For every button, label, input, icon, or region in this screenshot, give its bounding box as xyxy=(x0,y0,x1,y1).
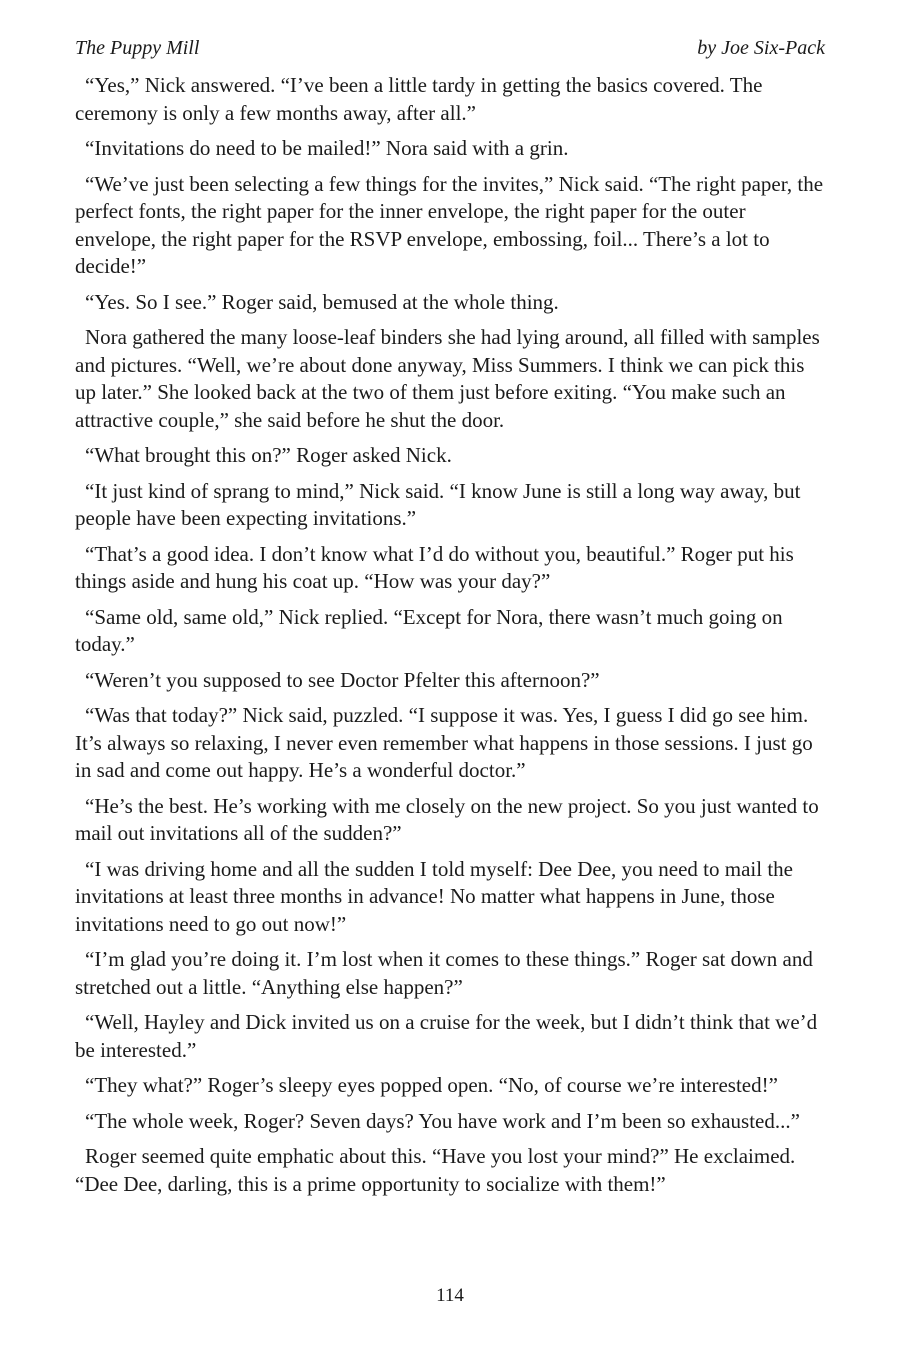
paragraph: “Same old, same old,” Nick replied. “Except for Nora, there wasn’t much going on today.” xyxy=(75,604,783,656)
paragraph: “The whole week, Roger? Seven days? You have work and I’m been so exhausted...” xyxy=(85,1108,800,1133)
paragraph: “Yes,” Nick answered. “I’ve been a little tardy in getting the basics covered. The ceremony is only a few months away, after all.” xyxy=(75,73,763,125)
paragraph: “He’s the best. He’s working with me closely on the new project. So you just wanted to mail out invitations all of the sudden?” xyxy=(75,793,819,845)
paragraph: “I’m glad you’re doing it. I’m lost when it comes to these things.” Roger sat down and stretched out a little. “Anything else happen?” xyxy=(75,947,813,999)
paragraph: Roger seemed quite emphatic about this. “Have you lost your mind?” He exclaimed. “Dee Dee, darling, this is a prime opportunity to socialize with them!” xyxy=(75,1144,796,1196)
page-number: 114 xyxy=(436,1285,464,1306)
paragraph: “Invitations do need to be mailed!” Nora said with a grin. xyxy=(85,136,569,160)
page-footer xyxy=(0,1284,900,1308)
paragraph: “I was driving home and all the sudden I told myself: Dee Dee, you need to mail the invitations at least three months in advance! No matter what happens in June, those invitations need to go out now!” xyxy=(75,856,793,936)
book-title: The Puppy Mill xyxy=(75,37,200,59)
paragraph: “It just kind of sprang to mind,” Nick said. “I know June is still a long way away, but people have been expecting invitations.” xyxy=(75,478,801,530)
paragraph: “Yes. So I see.” Roger said, bemused at the whole thing. xyxy=(85,289,559,314)
paragraph: “Weren’t you supposed to see Doctor Pfelter this afternoon?” xyxy=(85,667,600,692)
paragraph: “That’s a good idea. I don’t know what I’d do without you, beautiful.” Roger put his things aside and hung his coat up. “How was your day?” xyxy=(75,541,794,593)
paragraph: “They what?” Roger’s sleepy eyes popped open. “No, of course we’re interested!” xyxy=(85,1073,778,1097)
paragraph: “Was that today?” Nick said, puzzled. “I suppose it was. Yes, I guess I did go see him. It’s always so relaxing, I never even remember what happens in those sessions. I just go in sad and come out happy. He’s a wonderful doctor.” xyxy=(75,703,813,782)
page-header xyxy=(75,36,825,60)
paragraph: Nora gathered the many loose-leaf binders she had lying around, all filled with samples and pictures. “Well, we’re about done anyway, Miss Summers. I think we can pick this up later.” She looked back at the two of them just before exiting. “You make such an attractive couple,” she said before he shut the door. xyxy=(75,325,820,432)
paragraph: “Well, Hayley and Dick invited us on a cruise for the week, but I didn’t think that we’d be interested.” xyxy=(75,1010,818,1062)
paragraph: “We’ve just been selecting a few things for the invites,” Nick said. “The right paper, the perfect fonts, the right paper for the inner envelope, the right paper for the outer envelope, the right paper for the RSVP envelope, embossing, foil... There’s a lot to decide!” xyxy=(75,171,824,278)
paragraph: “What brought this on?” Roger asked Nick. xyxy=(85,443,452,467)
book-author: by Joe Six-Pack xyxy=(697,37,825,59)
page-body xyxy=(75,72,825,1198)
